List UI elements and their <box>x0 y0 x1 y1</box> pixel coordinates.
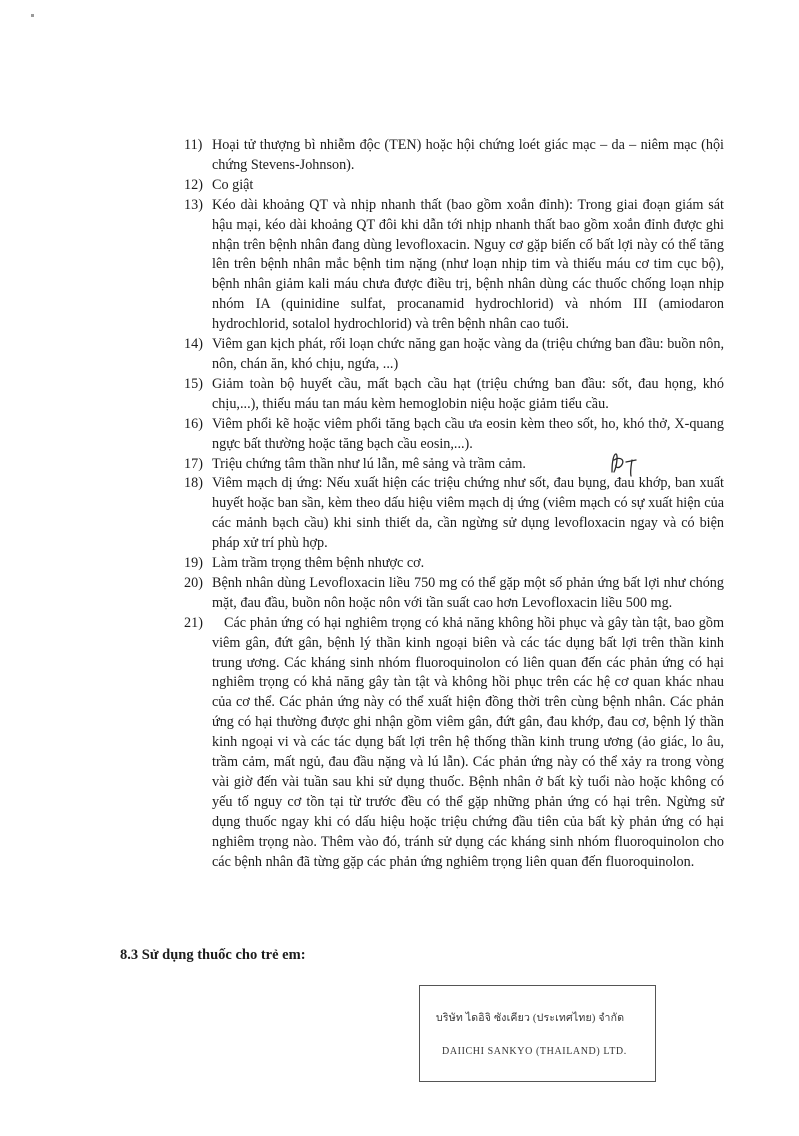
list-item <box>184 176 724 196</box>
list-item <box>184 554 724 574</box>
item-text: Bệnh nhân dùng Levofloxacin liều 750 mg có thể gặp một số phản ứng bất lợi như chóng mặt, đau đầu, buồn nôn hoặc nôn với tần suất cao hơn Levofloxacin liều 500 mg. <box>212 574 724 611</box>
item-text: Viêm gan kịch phát, rối loạn chức năng gan hoặc vàng da (triệu chứng ban đầu: buồn nôn, nôn, chán ăn, khó chịu, ngứa, ...) <box>212 336 724 372</box>
stamp-english-text: DAIICHI SANKYO (THAILAND) LTD. <box>442 1046 627 1057</box>
list-item <box>184 455 724 475</box>
item-text: Hoại tử thượng bì nhiễm độc (TEN) hoặc hội chứng loét giác mạc – da – niêm mạc (hội chứng Stevens-Johnson). <box>212 137 724 173</box>
list-item <box>184 574 724 614</box>
list-item <box>184 614 724 873</box>
item-text: Các phản ứng có hại nghiêm trọng có khả năng không hồi phục và gây tàn tật, bao gồm viêm gân, đứt gân, bệnh lý thần kinh ngoại biên và các tác dụng bất lợi trên thần kinh trung ương. Các kháng sinh nhóm fluoroquinolon có liên quan đến các phản ứng có hại nghiêm trọng có khả năng gây tàn tật và không hồi phục trên các hệ cơ quan khác nhau của cơ thể. Các phản ứng này có thể xuất hiện đồng thời trên cùng bệnh nhân. Các phản ứng có hại thường được ghi nhận gồm viêm gân, đứt gân, đau khớp, đau cơ, bệnh lý thần kinh ngoại vi và các tác dụng bất lợi trên hệ thống thần kinh trung ương (ảo giác, lo âu, trầm cảm, mất ngủ, đau đầu nặng và lú lẫn). Các phản ứng này có thể xảy ra trong vòng vài giờ đến vài tuần sau khi sử dụng thuốc. Bệnh nhân ở bất kỳ tuổi nào hoặc không có yếu tố nguy cơ tồn tại từ trước đều có thể gặp những phản ứng có hại trên. Ngừng sử dụng thuốc ngay khi có dấu hiệu hoặc triệu chứng đầu tiên của bất kỳ phản ứng có hại nghiêm trọng nào. Thêm vào đó, tránh sử dụng các kháng sinh nhóm fluoroquinolon cho các bệnh nhân đã từng gặp các phản ứng nghiêm trọng liên quan đến fluoroquinolon. <box>212 614 724 870</box>
list-item <box>184 375 724 415</box>
item-number: 19) <box>184 555 203 572</box>
item-text: Co giật <box>212 176 254 193</box>
item-text: Giảm toàn bộ huyết cầu, mất bạch cầu hạt (triệu chứng ban đầu: sốt, đau họng, khó chịu,...), thiếu máu tan máu kèm hemoglobin niệu hoặc giảm tiểu cầu. <box>212 375 724 412</box>
item-text: Viêm phổi kẽ hoặc viêm phổi tăng bạch cầu ưa eosin kèm theo sốt, ho, khó thở, X-quang ngực bất thường hoặc tăng bạch cầu eosin,...). <box>212 415 724 452</box>
item-number: 14) <box>184 336 203 353</box>
list-item <box>184 474 724 554</box>
scan-mark <box>31 14 34 17</box>
list-item <box>184 136 724 176</box>
item-text: Triệu chứng tâm thần như lú lẫn, mê sảng và trầm cảm. <box>212 455 526 472</box>
item-number: 17) <box>184 455 203 472</box>
list-item <box>184 415 724 455</box>
list-item <box>184 196 724 335</box>
item-number: 21) <box>184 614 203 631</box>
item-text: Kéo dài khoảng QT và nhịp nhanh thất (bao gồm xoắn đỉnh): Trong giai đoạn giám sát hậu mại, kéo dài khoảng QT đôi khi dẫn tới nhịp nhanh thất bao gồm xoắn đỉnh được ghi nhận trên bệnh nhân đang dùng levofloxacin. Nguy cơ gặp biến cố bất lợi này có thể tăng lên trên bệnh nhân mắc bệnh tim nặng (như loạn nhịp tim và thiếu máu cơ tim cục bộ), bệnh nhân giảm kali máu chưa được điều trị, bệnh nhân dùng các thuốc chống loạn nhịp nhóm IA (quinidine sulfat, procanamid hydrochlorid) và nhóm III (amiodaron hydrochlorid, sotalol hydrochlorid) và trên bệnh nhân cao tuổi. <box>212 196 724 333</box>
list-item <box>184 335 724 375</box>
item-number: 16) <box>184 415 203 432</box>
item-text: Viêm mạch dị ứng: Nếu xuất hiện các triệu chứng như sốt, đau bụng, đau khớp, ban xuất huyết hoặc ban sần, kèm theo dấu hiệu viêm mạch dị ứng (viêm mạch có sự xuất hiện của các mảnh bạch cầu) khi sinh thiết da, cần ngừng sử dụng levofloxacin ngay và có biện pháp xử trí phù hợp. <box>212 475 724 552</box>
item-number: 18) <box>184 475 203 492</box>
stamp-thai-text: บริษัท ไดอิจิ ซังเคียว (ประเทศไทย) จำกัด <box>436 1013 625 1024</box>
item-text: Làm trầm trọng thêm bệnh nhược cơ. <box>212 555 425 572</box>
company-stamp <box>419 985 656 1082</box>
item-number: 20) <box>184 574 203 591</box>
item-number: 15) <box>184 375 203 392</box>
handwritten-initial-mark <box>608 450 642 478</box>
item-number: 11) <box>184 137 203 153</box>
item-number: 12) <box>184 176 203 193</box>
section-heading: 8.3 Sử dụng thuốc cho trẻ em: <box>120 947 306 963</box>
adverse-reactions-list <box>184 136 724 873</box>
item-number: 13) <box>184 196 203 213</box>
